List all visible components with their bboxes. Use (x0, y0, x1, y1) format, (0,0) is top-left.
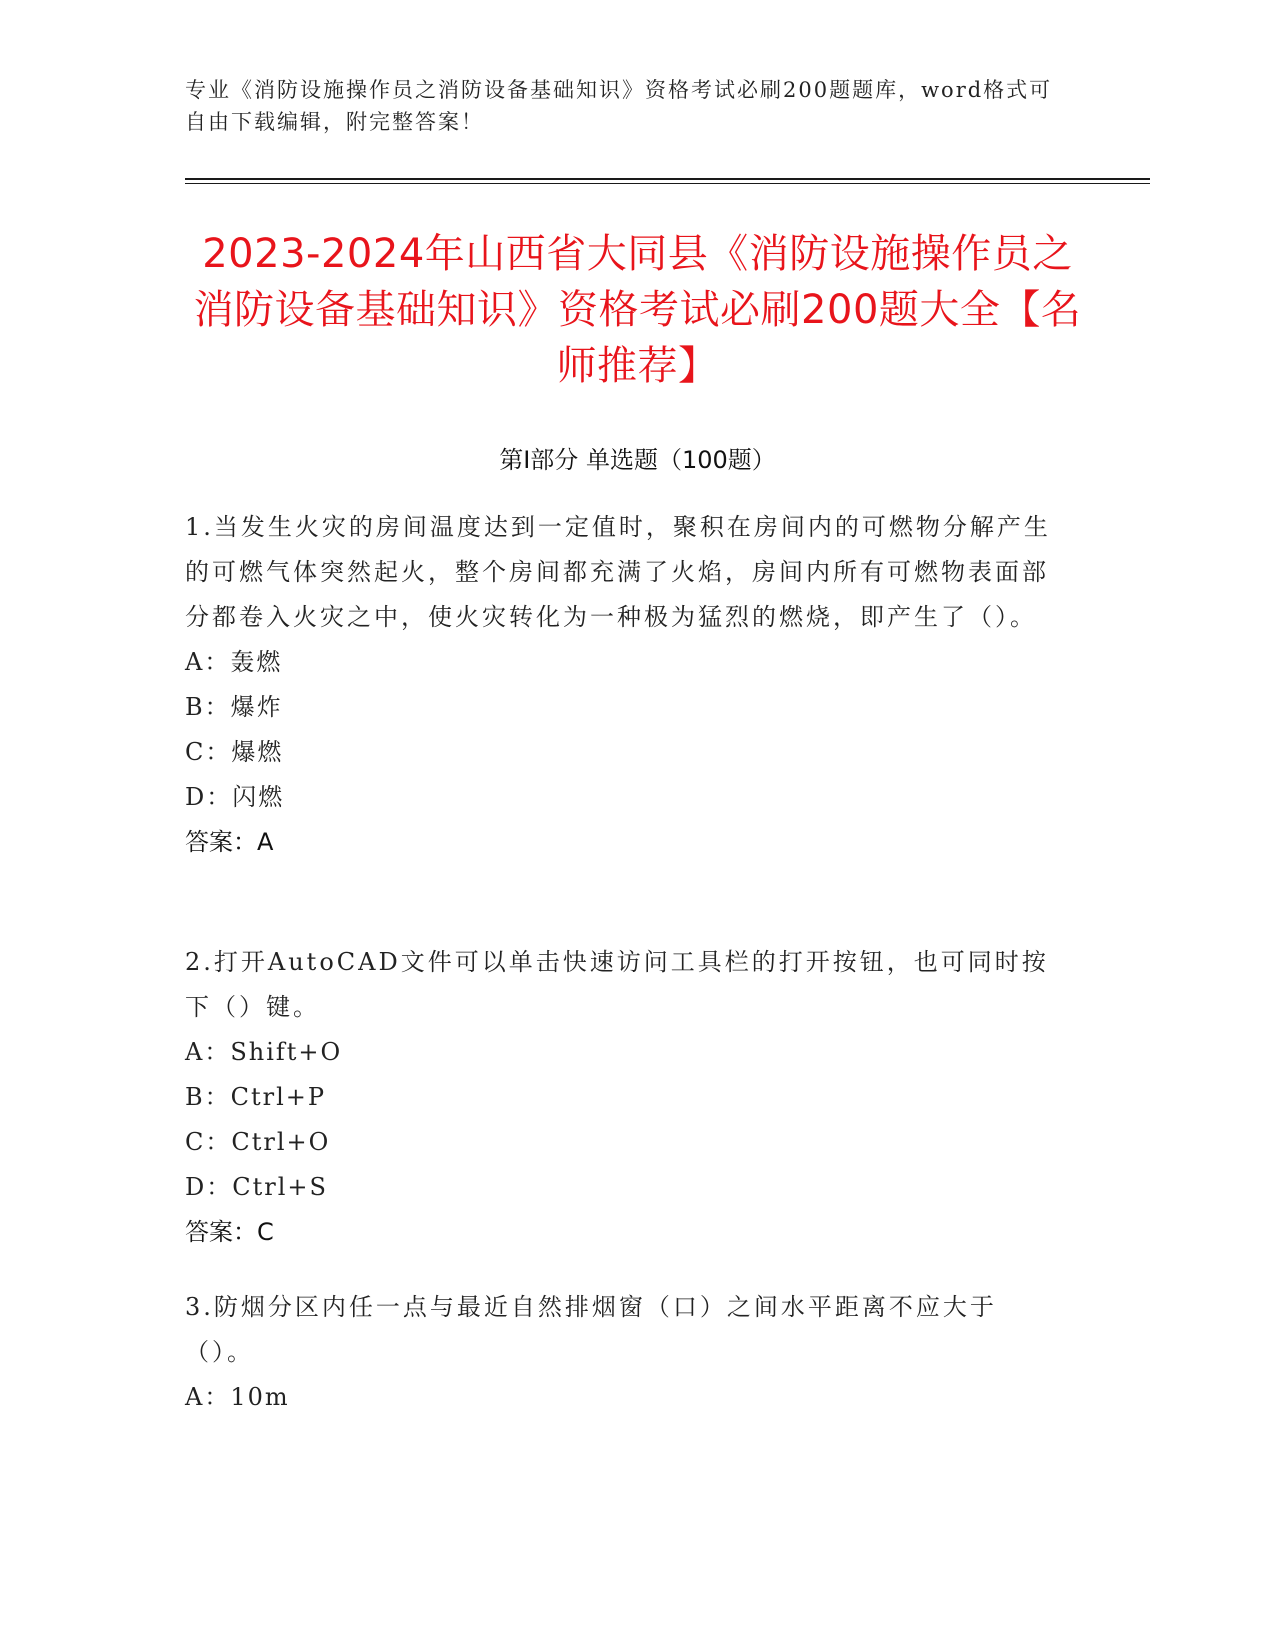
header-rule-thick (185, 178, 1150, 180)
option-b: B：爆炸 (185, 693, 283, 721)
question-2 (185, 940, 1065, 1255)
question-1 (185, 505, 1065, 865)
option-a: A：Shift+O (185, 1038, 343, 1066)
answer: 答案：C (185, 1218, 274, 1246)
question-3 (185, 1285, 1065, 1420)
option-b: B：Ctrl+P (185, 1083, 327, 1111)
question-stem: 2.打开AutoCAD文件可以单击快速访问工具栏的打开按钮，也可同时按下（）键。 (185, 948, 1049, 1021)
option-d: D：闪燃 (185, 783, 285, 811)
option-c: C：爆燃 (185, 738, 284, 766)
header-note: 专业《消防设施操作员之消防设备基础知识》资格考试必刷200题题库，word格式可自由下载编辑，附完整答案！ (185, 78, 1053, 134)
section-title: 第I部分 单选题（100题） (499, 446, 776, 474)
option-d: D：Ctrl+S (185, 1173, 328, 1201)
answer: 答案：A (185, 828, 274, 856)
option-c: C：Ctrl+O (185, 1128, 331, 1156)
header-rule-thin (185, 183, 1150, 184)
option-a: A：10m (185, 1383, 290, 1411)
question-stem: 3.防烟分区内任一点与最近自然排烟窗（口）之间水平距离不应大于（）。 (185, 1293, 997, 1366)
document-title: 2023-2024年山西省大同县《消防设施操作员之消防设备基础知识》资格考试必刷200题大全【名师推荐】 (193, 231, 1082, 389)
option-a: A：轰燃 (185, 648, 283, 676)
question-stem: 1.当发生火灾的房间温度达到一定值时，聚积在房间内的可燃物分解产生的可燃气体突然起火，整个房间都充满了火焰，房间内所有可燃物表面部分都卷入火灾之中，使火灾转化为一种极为猛烈的燃烧，即产生了（）。 (185, 513, 1051, 631)
